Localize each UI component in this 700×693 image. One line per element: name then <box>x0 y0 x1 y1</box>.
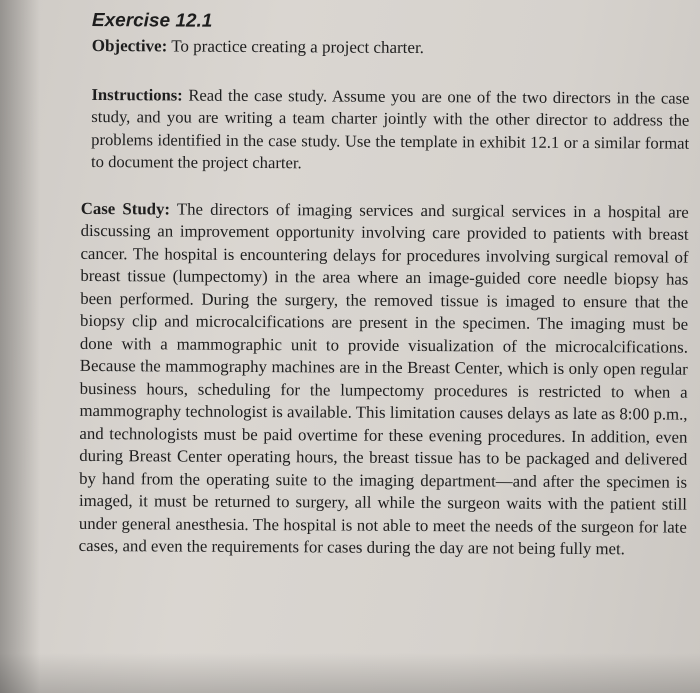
instructions-text: Read the case study. Assume you are one of the two directors in the case study, and you are writing a team charter jointly with the other director to address the problems identified in the case study. Use the template in exhibit 12.1 or a similar format to document the project charter. <box>91 85 690 173</box>
page-content <box>78 8 690 585</box>
instructions-paragraph <box>91 84 690 177</box>
case-study-text: The directors of imaging services and surgical services in a hospital are discussing an improvement opportunity involving care provided to patients with breast cancer. The hospital is encountering delays for procedures involving surgical removal of breast tissue (lumpectomy) in the area where an image-guided core needle biopsy has been performed. During the surgery, the removed tissue is imaged to ensure that the biopsy clip and microcalcifications are present in the specimen. The imaging must be done with a mammographic unit to provide visualization of the microcalcifications. Because the mammography machines are in the Breast Center, which is only open regular business hours, scheduling for the lumpectomy procedures is restricted to when a mammography technologist is available. This limitation causes delays as late as 8:00 p.m., and technologists must be paid overtime for these evening procedures. In addition, even during Breast Center operating hours, the breast tissue has to be packaged and delivered by hand from the operating suite to the imaging department—and after the specimen is imaged, it must be returned to surgery, all while the surgeon waits with the patient still under general anesthesia. The hospital is not able to meet the needs of the surgeon for late cases, and even the requirements for cases during the day are not being fully met. <box>78 199 689 559</box>
objective-paragraph <box>92 34 690 62</box>
objective-label: Objective: <box>91 35 168 56</box>
objective-text: To practice creating a project charter. <box>167 36 425 58</box>
page-bottom-shadow <box>0 653 700 693</box>
exercise-title: Exercise 12.1 <box>91 9 213 32</box>
case-study-label: Case Study: <box>80 198 171 219</box>
instructions-label: Instructions: <box>91 84 183 105</box>
page-gutter-shadow <box>0 0 40 693</box>
case-study-paragraph <box>79 198 689 562</box>
